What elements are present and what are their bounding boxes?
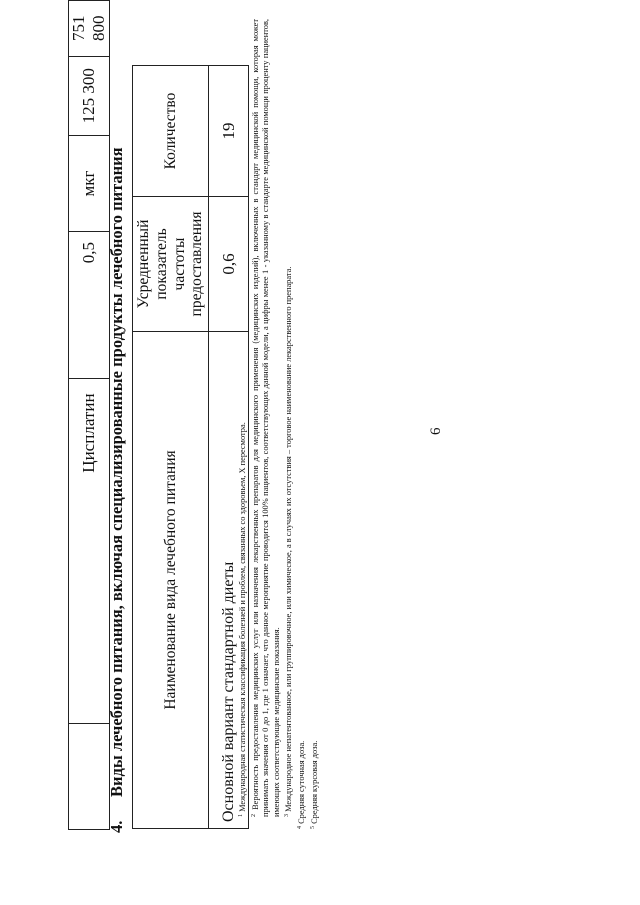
footnote-mark: 4	[296, 826, 303, 829]
diet-name-cell: Основной вариант стандартной диеты	[209, 332, 249, 829]
table-row	[69, 1, 110, 830]
drug-course-dose-cell: 751 800	[69, 1, 110, 57]
drug-frequency-cell: 0,5	[69, 231, 110, 378]
footnote	[282, 19, 295, 829]
nutrition-table	[132, 65, 249, 829]
drug-unit-cell: мкг	[69, 135, 110, 231]
footnote-text: Международное непатентованное, или группировочное, или химическое, а в случаях их отсутствия – торговое наименование лекарственного препарата.	[284, 266, 294, 812]
footnotes	[236, 19, 320, 829]
page-number: 6	[428, 427, 444, 435]
header-name: Наименование вида лечебного питания	[133, 332, 209, 829]
footnote-text: Вероятность предоставления медицинских услуг или назначения лекарственных препаратов для медицинского применения (медицинских изделий), включенных в стандарт медицинской помощи, которая может принимать значения от 0 до 1, где 1 означает, что данное мероприятие проводится 100% пациентов, соответствующих данной модели, а цифры менее 1 - указанному в стандарте медицинской помощи проценту пациентов, имеющих соответствующие медицинские показания.	[250, 19, 281, 817]
footnote-text: Средняя суточная доза.	[296, 740, 306, 824]
footnote-mark: 3	[284, 814, 291, 817]
table-header-row	[133, 66, 209, 829]
header-frequency: Усредненный показатель частоты предоставления	[133, 197, 209, 332]
footnote-mark: 1	[238, 814, 244, 817]
footnote-text: Средняя курсовая доза.	[309, 740, 319, 824]
header-quantity: Количество	[133, 66, 209, 197]
table-cell-empty	[69, 724, 110, 830]
footnote-text: Международная статистическая классификация болезней и проблем, связанных со здоровьем, X пересмотра.	[238, 422, 247, 812]
footnote	[308, 19, 321, 829]
diet-frequency-cell: 0,6	[209, 197, 249, 332]
footnote	[295, 19, 308, 829]
drug-table	[68, 0, 110, 830]
drug-name-cell: Цисплатин	[69, 379, 110, 724]
drug-daily-dose-cell: 125 300	[69, 56, 110, 135]
footnote	[236, 19, 249, 829]
section-title: Виды лечебного питания, включая специализированные продукты лечебного питания	[107, 147, 126, 797]
diet-quantity-cell: 19	[209, 66, 249, 197]
section-heading	[107, 147, 127, 833]
section-number: 4.	[107, 820, 126, 833]
footnote	[249, 19, 283, 829]
footnote-mark: 5	[309, 826, 316, 829]
footnote-mark: 2	[250, 814, 257, 817]
